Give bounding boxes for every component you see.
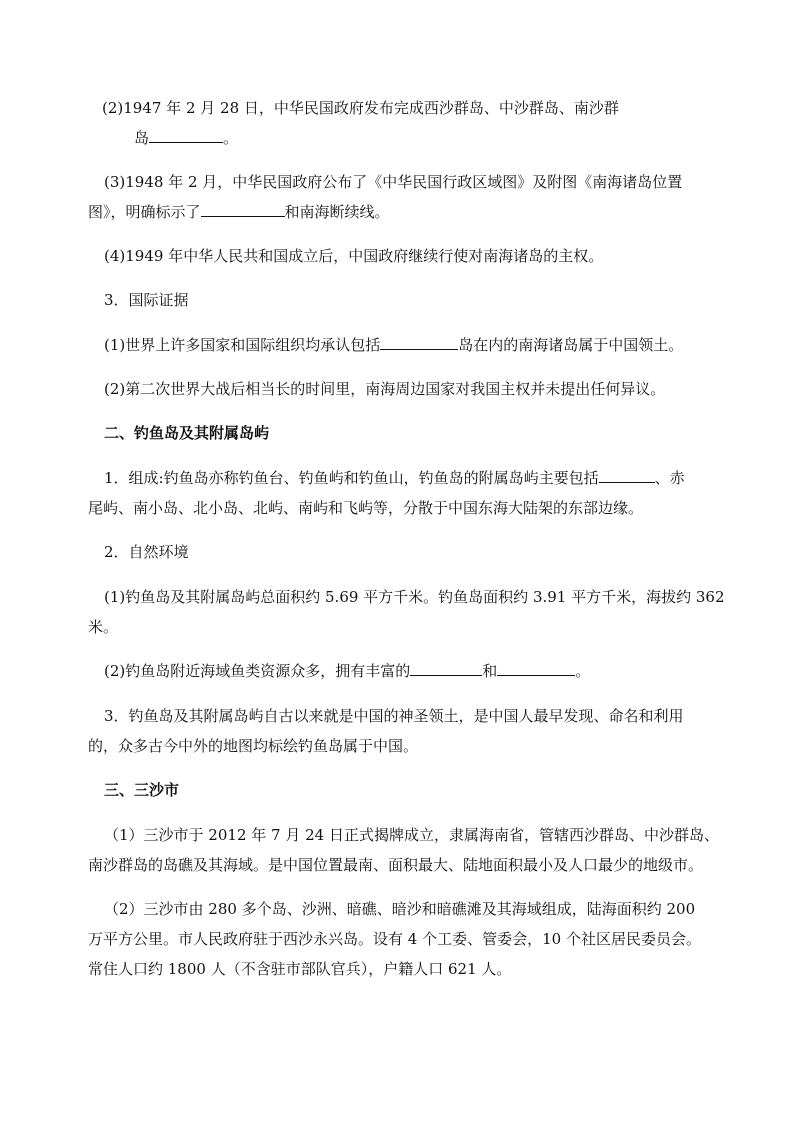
composition-line-2: 尾屿、南小岛、北小岛、北屿、南屿和飞屿等，分散于中国东海大陆架的东部边缘。 [88,499,644,517]
diaoyu-3-line-1: 3．钓鱼岛及其附属岛屿自古以来就是中国的神圣领土，是中国人最早发现、命名和利用 [104,707,684,725]
fill-blank [149,128,223,143]
section-sansha-title: 三、三沙市 [104,781,180,799]
sansha-2-line-1: （2）三沙市由 280 多个岛、沙洲、暗礁、暗沙和暗礁滩及其海域组成，陆海面积约 200 [104,900,696,918]
sansha-1-line-1: （1）三沙市于 2012 年 7 月 24 日正式揭牌成立，隶属海南省，管辖西沙群岛、中沙群岛、 [104,826,719,844]
sansha-2-line-3: 常住人口约 1800 人（不含驻市部队官兵），户籍人口 621 人。 [88,960,512,978]
fill-blank [497,661,575,676]
fill-blank [599,468,655,483]
section-diaoyu-title: 二、钓鱼岛及其附属岛屿 [104,424,270,442]
fill-blank [410,661,482,676]
diaoyu-3-line-2: 的，众多古今中外的地图均标绘钓鱼岛属于中国。 [88,737,419,755]
environment-1-line-2: 米。 [88,618,119,636]
heading-natural-environment: 2．自然环境 [104,543,189,561]
item-4-line: (4)1949 年中华人民共和国成立后，中国政府继续行使对南海诸岛的主权。 [104,247,604,265]
item-2-line-2: 岛 。 [134,129,239,147]
sansha-2-line-2: 万平方公里。市人民政府驻于西沙永兴岛。设有 4 个工委、管委会，10 个社区居民委员会。 [88,930,701,948]
composition-line-1: 1．组成:钓鱼岛亦称钓鱼台、钓鱼屿和钓鱼山，钓鱼岛的附属岛屿主要包括 、赤 [104,469,685,487]
environment-1-line-1: (1)钓鱼岛及其附属岛屿总面积约 5.69 平方千米。钓鱼岛面积约 3.91 平方千米，海拔约 362 [104,588,725,606]
heading-international-evidence: 3．国际证据 [104,291,189,309]
item-3-line-1: (3)1948 年 2 月，中华民国政府公布了《中华民国行政区域图》及附图《南海诸岛位置 [104,173,683,191]
environment-2-line: (2)钓鱼岛附近海域鱼类资源众多，拥有丰富的 和 。 [104,662,591,680]
sansha-1-line-2: 南沙群岛的岛礁及其海域。是中国位置最南、面积最大、陆地面积最小及人口最少的地级市。 [88,856,704,874]
item-2-line-1: (2)1947 年 2 月 28 日，中华民国政府发布完成西沙群岛、中沙群岛、南沙群 [102,99,619,117]
fill-blank [380,335,458,350]
evidence-1-line: (1)世界上许多国家和国际组织均承认包括 岛在内的南海诸岛属于中国领土。 [104,336,684,354]
evidence-2-line: (2)第二次世界大战后相当长的时间里，南海周边国家对我国主权并未提出任何异议。 [104,380,666,398]
item-3-line-2: 图》，明确标示了 和南海断续线。 [88,203,390,221]
fill-blank [201,202,285,217]
